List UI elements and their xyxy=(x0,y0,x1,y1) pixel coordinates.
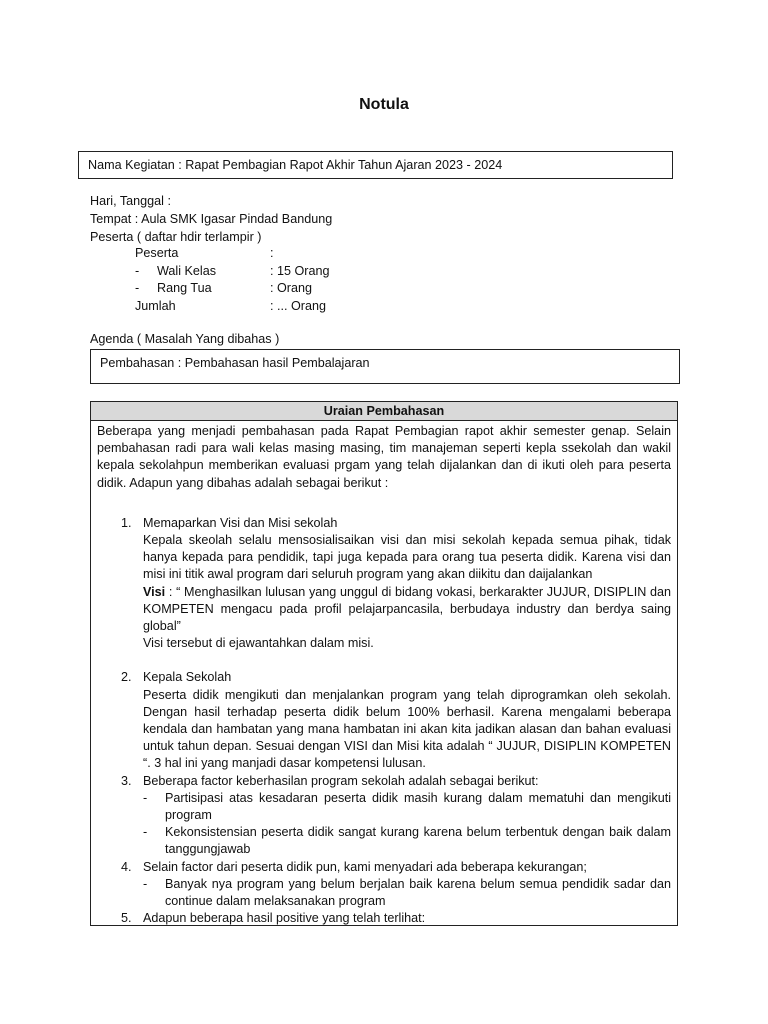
list-item-5 xyxy=(97,910,671,926)
peserta-header: Peserta ( daftar hdir terlampir ) xyxy=(90,230,262,244)
item-title: Beberapa factor keberhasilan program sekolah adalah sebagai berikut: xyxy=(143,773,539,788)
item-title: Memaparkan Visi dan Misi sekolah xyxy=(143,515,338,530)
visi-text: : “ Menghasilkan lulusan yang unggul di bidang vokasi, berkarakter JUJUR, DISIPLIN dan KOMPETEN mengacu pada profil pelajarpancasila, berbudaya industry dan berdya saing global” xyxy=(143,584,671,634)
list-item-1 xyxy=(97,515,671,653)
uraian-body xyxy=(91,421,677,926)
item-body: Kepala skeolah selalu mensosialisaikan visi dan misi sekolah kepada semua pihak, tidak hanya kepada para pendidik, tapi juga kepada para orang tua peserta didik. Karena visi dan misi ini titik awal program dari seluruh program yang akan diikitu dan daijalankan xyxy=(143,533,671,582)
list-item-3 xyxy=(97,773,671,790)
dash: - xyxy=(143,790,148,805)
dash: - xyxy=(143,876,148,891)
dash: - xyxy=(135,281,140,295)
uraian-heading: Uraian Pembahasan xyxy=(91,402,677,421)
list-item-2 xyxy=(97,669,671,772)
list-number: 5. xyxy=(121,911,132,926)
jumlah-value: : ... Orang xyxy=(270,298,326,313)
dash: - xyxy=(135,263,140,278)
list-number: 1. xyxy=(121,515,132,530)
orang-tua-label: Rang Tua xyxy=(157,281,212,295)
sub-item xyxy=(97,824,671,858)
item-title: Selain factor dari peserta didik pun, kami menyadari ada beberapa kekurangan; xyxy=(143,859,587,874)
item-title: Kepala Sekolah xyxy=(143,670,232,685)
list-number: 4. xyxy=(121,859,132,874)
uraian-intro: Beberapa yang menjadi pembahasan pada Rapat Pembagian rapot akhir semester genap. Selain pembahasan radi para wali kelas masing masing, tim manajeman seperti kepla ssekolah dan wakil kepala sekolahpun memberikan evaluasi prgam yang telah dijalankan dan di ikuti oleh para peserta didik. Adapun yang dibahas adalah sebagai berikut : xyxy=(97,424,671,490)
visi-statement xyxy=(143,584,671,636)
list-item-4 xyxy=(97,859,671,876)
sub-item-text: Banyak nya program yang belum berjalan baik karena belum semua pendidik sadar dan continue dalam melaksanakan program xyxy=(165,876,671,909)
kegiatan-box: Nama Kegiatan : Rapat Pembagian Rapot Akhir Tahun Ajaran 2023 - 2024 xyxy=(78,151,673,179)
sub-item-text: Partisipasi atas kesadaran peserta didik masih kurang dalam mematuhi dan mengikuti program xyxy=(165,790,671,823)
tempat: Tempat : Aula SMK Igasar Pindad Bandung xyxy=(90,212,333,226)
item-closing: Visi tersebut di ejawantahkan dalam misi. xyxy=(143,636,374,651)
pembahasan-box: Pembahasan : Pembahasan hasil Pembalajaran xyxy=(90,349,680,384)
agenda-label: Agenda ( Masalah Yang dibahas ) xyxy=(90,332,280,346)
orang-tua-value: : Orang xyxy=(270,281,312,295)
document-title: Notula xyxy=(359,96,409,113)
list-number: 3. xyxy=(121,773,132,788)
uraian-table xyxy=(90,401,678,926)
wali-kelas-label: Wali Kelas xyxy=(157,263,217,278)
visi-label: Visi xyxy=(143,584,166,599)
jumlah-label: Jumlah xyxy=(135,298,176,313)
item-title: Adapun beberapa hasil positive yang telah terlihat: xyxy=(143,911,426,926)
wali-kelas-value: : 15 Orang xyxy=(270,263,330,278)
meeting-info xyxy=(90,192,332,246)
peserta-value: : xyxy=(270,246,274,260)
hari-tanggal: Hari, Tanggal : xyxy=(90,194,171,208)
list-number: 2. xyxy=(121,670,132,685)
item-body: Peserta didik mengikuti dan menjalankan program yang telah diprogramkan oleh sekolah. Dengan hasil terhadap peserta didik belum 100% berhasil. Karena mengalami beberapa kendala dan hambatan yang mana hambatan ini akan kita jadikan alasan dan bahan evaluasi untuk tahun depan. Sesuai dengan VISI dan Misi kita adalah “ JUJUR, DISIPLIN KOMPETEN “. 3 hal ini yang manjadi dasar kompetensi lulusan. xyxy=(143,687,671,771)
dash: - xyxy=(143,825,148,840)
peserta-label: Peserta xyxy=(135,246,179,260)
sub-item xyxy=(97,790,671,824)
sub-item-text: Kekonsistensian peserta didik sangat kurang karena belum terbentuk dengan baik dalam tanggungjawab xyxy=(165,825,671,857)
sub-item xyxy=(97,876,671,910)
